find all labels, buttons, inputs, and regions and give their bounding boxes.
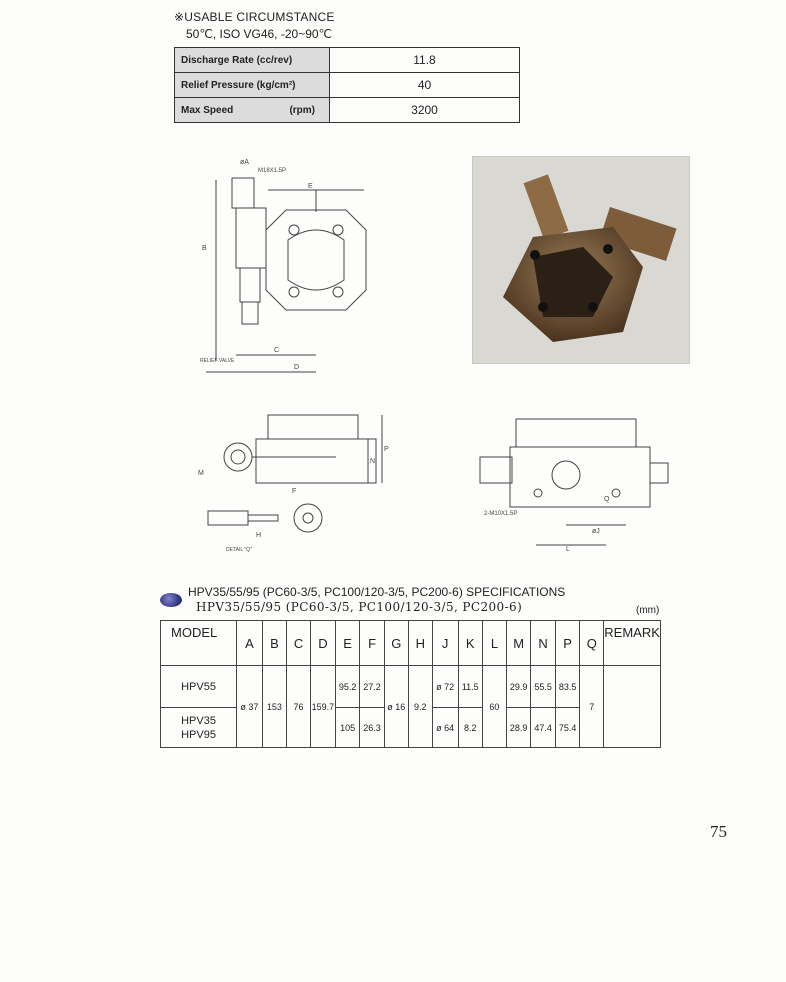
cell-C: 76 — [287, 666, 311, 748]
spec-subtitle: HPV35/55/95 (PC60-3/5, PC100/120-3/5, PC200-6) — [196, 600, 523, 614]
cell-N-hpv35: 47.4 — [531, 708, 555, 748]
label-thread: M18X1.5P — [258, 168, 287, 174]
cell-J-hpv35: ø 64 — [432, 708, 458, 748]
table-row — [175, 48, 520, 73]
header-model: MODEL — [161, 621, 237, 666]
cell-L: 60 — [482, 666, 506, 748]
cell-P-hpv35: 75.4 — [555, 708, 579, 748]
cell-K-hpv55: 11.5 — [458, 666, 482, 708]
label-P: P — [384, 446, 389, 453]
label-D: D — [294, 364, 300, 371]
label-E: E — [308, 183, 313, 190]
header-J: J — [432, 621, 458, 666]
header-F: F — [360, 621, 384, 666]
model-hpv35: HPV35 — [181, 714, 216, 727]
header-Q: Q — [580, 621, 604, 666]
unit-label: (mm) — [636, 605, 660, 616]
cell-G: ø 16 — [384, 666, 408, 748]
model-hpv55: HPV55 — [161, 666, 237, 708]
header-N: N — [531, 621, 555, 666]
model-hpv95: HPV95 — [181, 728, 216, 741]
header-B: B — [262, 621, 286, 666]
pump-front-drawing — [196, 150, 386, 380]
label-phiA: øA — [240, 159, 249, 166]
pump-photo-graphic — [473, 157, 689, 363]
label-B: B — [202, 245, 207, 252]
table-row — [175, 98, 520, 123]
pump-top-drawing — [466, 405, 686, 555]
cell-N-hpv55: 55.5 — [531, 666, 555, 708]
cell-M-hpv55: 29.9 — [506, 666, 530, 708]
header-G: G — [384, 621, 408, 666]
cell-E-hpv35: 105 — [335, 708, 359, 748]
pump-photo — [472, 156, 690, 364]
cell-Q: 7 — [580, 666, 604, 748]
row-label: Relief Pressure (kg/cm²) — [175, 73, 330, 98]
model-hpv35-hpv95 — [161, 708, 237, 748]
cell-H: 9.2 — [408, 666, 432, 748]
label-detail: DETAIL "Q" — [226, 547, 252, 553]
table-header-row — [161, 621, 661, 666]
table-row — [175, 73, 520, 98]
cell-remark — [604, 666, 661, 748]
header-C: C — [287, 621, 311, 666]
cell-M-hpv35: 28.9 — [506, 708, 530, 748]
cell-F-hpv55: 27.2 — [360, 666, 384, 708]
cell-K-hpv35: 8.2 — [458, 708, 482, 748]
pump-side-drawing — [196, 405, 396, 555]
cell-A: ø 37 — [237, 666, 263, 748]
row-value: 3200 — [330, 98, 520, 123]
label-C: C — [274, 347, 280, 354]
row-value: 40 — [330, 73, 520, 98]
label-L: L — [566, 546, 570, 553]
cell-J-hpv55: ø 72 — [432, 666, 458, 708]
spec-table — [160, 620, 661, 748]
header-H: H — [408, 621, 432, 666]
header-M: M — [506, 621, 530, 666]
row-label: Discharge Rate (cc/rev) — [175, 48, 330, 73]
label-H: H — [256, 532, 262, 539]
cell-F-hpv35: 26.3 — [360, 708, 384, 748]
cell-B: 153 — [262, 666, 286, 748]
header-K: K — [458, 621, 482, 666]
label-2-thread: 2-M10X1.5P — [484, 511, 518, 517]
header-remark: REMARK — [604, 621, 661, 666]
label-N: N — [370, 458, 376, 465]
label-Q: Q — [604, 496, 610, 503]
spec-title: HPV35/55/95 (PC60-3/5, PC100/120-3/5, PC200-6) SPECIFICATIONS — [188, 585, 566, 599]
label-F: F — [292, 488, 297, 495]
table-row — [161, 666, 661, 708]
row-label: Max Speed (rpm) — [175, 98, 330, 123]
cell-D: 159.7 — [310, 666, 335, 748]
label-relief-valve: RELIEF VALVE — [200, 358, 235, 364]
usable-table — [174, 47, 520, 123]
label-phiJ: øJ — [592, 528, 600, 535]
usable-subtitle: 50℃, ISO VG46, -20~90℃ — [186, 27, 333, 41]
header-P: P — [555, 621, 579, 666]
row-value: 11.8 — [330, 48, 520, 73]
label-M: M — [198, 470, 204, 477]
header-L: L — [482, 621, 506, 666]
header-A: A — [237, 621, 263, 666]
cell-E-hpv55: 95.2 — [335, 666, 359, 708]
header-E: E — [335, 621, 359, 666]
bullet-icon — [160, 593, 182, 607]
header-D: D — [310, 621, 335, 666]
cell-P-hpv55: 83.5 — [555, 666, 579, 708]
page-number: 75 — [710, 822, 727, 841]
usable-title: ※USABLE CIRCUMSTANCE — [174, 10, 335, 24]
